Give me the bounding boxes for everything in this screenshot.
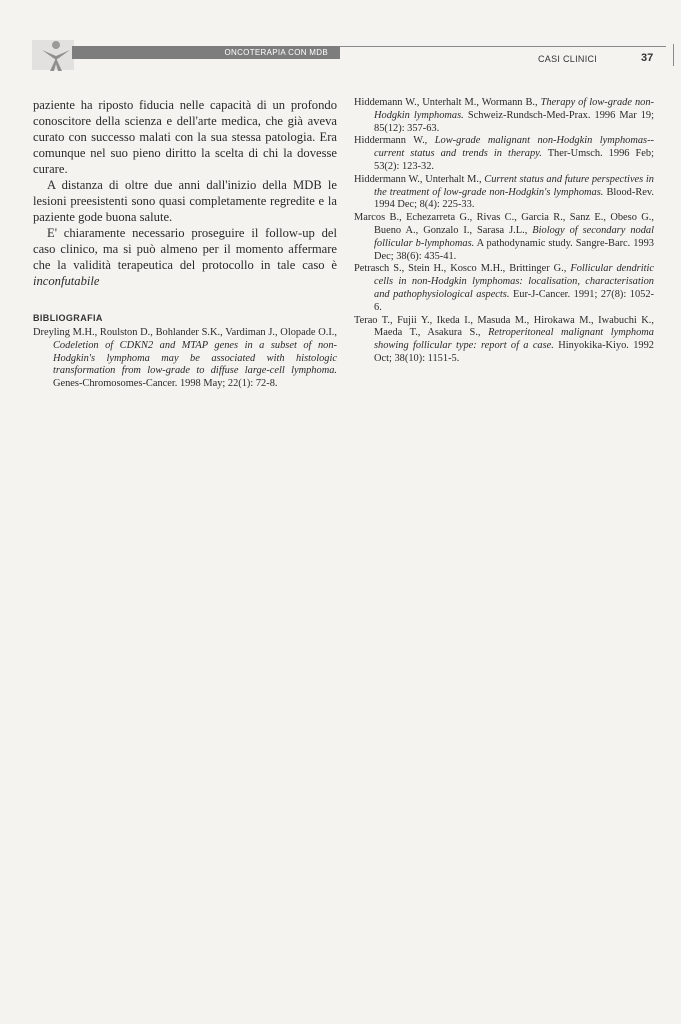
reference-authors: Hiddermann W., Unterhalt M., xyxy=(354,173,485,185)
body-paragraph-last xyxy=(33,225,337,289)
header-rule xyxy=(340,46,666,47)
reference-item xyxy=(33,327,337,391)
body-paragraph: paziente ha riposto fiducia nelle capacità di un profondo conoscitore della scienza e dell'arte medica, che già aveva curato con successo malati con la sua stessa patologia. Era comunque nel suo pieno diritto la scelta di chi la dovesse curare. xyxy=(33,98,337,176)
reference-item xyxy=(354,97,654,135)
reference-authors: Petrasch S., Stein H., Kosco M.H., Brittinger G., xyxy=(354,263,571,275)
reference-authors: Marcos B., Echezarreta G., Rivas C., Garcia R., Sanz E., Obeso G., Bueno A., Gonzalo I., Sarasa J.L., xyxy=(354,212,654,236)
reference-authors: Terao T., Fujii Y., Ikeda I., Masuda M., Hirokawa M., Iwabuchi K., Maeda T., Asakura S., xyxy=(354,314,654,339)
journal-logo-icon xyxy=(32,36,74,72)
reference-title: Retroperitoneal malignant lymphoma showing follicular type: report of a case. xyxy=(374,327,654,352)
reference-title: Therapy of low-grade non-Hodgkin lymphomas. xyxy=(374,97,654,121)
reference-item xyxy=(354,315,654,366)
reference-source: Eur-J-Cancer. 1991; 27(8): 1052-6. xyxy=(374,288,654,313)
reference-source: A pathodynamic study. Sangre-Barc. 1993 Dec; 38(6): 435-41. xyxy=(374,237,654,262)
reference-source: Hinyokika-Kiyo. 1992 Oct; 38(10): 1151-5. xyxy=(374,340,654,364)
reference-item xyxy=(354,174,654,212)
reference-item xyxy=(354,135,654,173)
reference-title: Biology of secondary nodal follicular b-lymphomas. xyxy=(374,224,654,249)
reference-source: Genes-Chromosomes-Cancer. 1998 May; 22(1): 72-8. xyxy=(53,378,278,390)
reference-title: Follicular dendritic cells in non-Hodgkin lymphomas: localisation, characterisation and pathophysiological aspects. xyxy=(374,263,655,300)
reference-authors: Hiddemann W., Unterhalt M., Wormann B., xyxy=(354,97,541,108)
reference-authors: Dreyling M.H., Roulston D., Bohlander S.K., Vardiman J., Olopade O.I., xyxy=(33,327,337,338)
body-paragraph-text: E' chiaramente necessario proseguire il follow-up del caso clinico, ma si può almeno per il momento affermare che la validità terapeutica del protocollo in tale caso è xyxy=(33,226,337,272)
reference-title: Codeletion of CDKN2 and MTAP genes in a subset of non-Hodgkin's lymphoma may be associated with histologic transformation from low-grade to diffuse large-cell lymphoma. xyxy=(53,339,337,377)
left-column xyxy=(33,97,337,391)
emphasis-text: inconfutabile xyxy=(33,274,100,288)
reference-item xyxy=(354,263,654,314)
bibliography-title: BIBLIOGRAFIA xyxy=(33,313,103,323)
page-header xyxy=(0,0,681,80)
page-number: 37 xyxy=(641,52,654,64)
reference-authors: Hiddermann W., xyxy=(354,135,435,147)
right-column xyxy=(354,97,654,366)
journal-title: ONCOTERAPIA CON MDB xyxy=(224,48,328,57)
header-band xyxy=(72,46,340,59)
reference-source: Schweiz-Rundsch-Med-Prax. 1996 Mar 19; 85(12): 357-63. xyxy=(374,109,655,134)
section-title: CASI CLINICI xyxy=(538,54,598,64)
reference-source: Ther-Umsch. 1996 Feb; 53(2): 123-32. xyxy=(374,148,655,172)
reference-title: Current status and future perspectives in the treatment of low-grade non-Hodgkin's lymphomas. xyxy=(374,173,654,198)
reference-item xyxy=(354,212,654,263)
reference-title: Low-grade malignant non-Hodgkin lymphomas--current status and trends in therapy. xyxy=(374,135,654,160)
header-edge-rule xyxy=(673,44,674,66)
body-paragraph: A distanza di oltre due anni dall'inizio della MDB le lesioni preesistenti sono quasi completamente regredite e la paziente gode buona salute. xyxy=(33,178,337,224)
reference-source: Blood-Rev. 1994 Dec; 8(4): 225-33. xyxy=(374,186,654,211)
